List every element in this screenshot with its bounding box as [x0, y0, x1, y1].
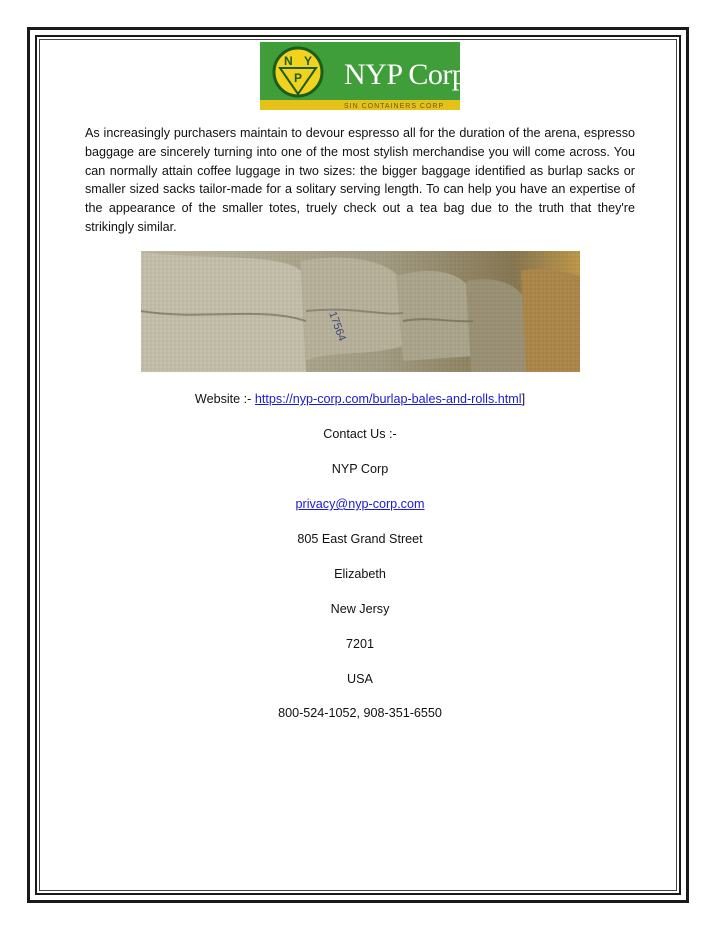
company-name: NYP Corp: [331, 462, 389, 476]
website-line: [0, 392, 720, 406]
street-address: 805 East Grand Street: [297, 532, 423, 546]
email-line: [0, 497, 720, 511]
website-link[interactable]: https://nyp-corp.com/burlap-bales-and-rolls.html: [254, 392, 522, 406]
phone-numbers: 800-524-1052, 908-351-6550: [278, 706, 442, 720]
email-link[interactable]: privacy@nyp-corp.com: [295, 497, 425, 511]
country: USA: [347, 672, 373, 686]
website-suffix: ]: [521, 392, 526, 406]
badge-letter-p: P: [294, 71, 303, 85]
website-label: Website :-: [194, 392, 255, 406]
logo-band-text: SIN CONTAINERS CORP: [344, 103, 445, 110]
state: New Jersy: [330, 602, 390, 616]
contact-heading: Contact Us :-: [323, 427, 397, 441]
nyp-logo: [260, 42, 474, 110]
burlap-sacks-photo: [141, 251, 580, 372]
city: Elizabeth: [334, 567, 386, 581]
logo-wordmark: NYP Corp.: [344, 58, 474, 91]
sack-stamp-number: 17564: [326, 309, 348, 343]
body-paragraph: As increasingly purchasers maintain to devour espresso all for the duration of the arena, espresso baggage are sincerely turning into one of the most stylish merchandise you will come across. You can normally attain coffee luggage in two sizes: the bigger baggage identified as burlap sacks or smaller sized sacks tailor-made for a solitary serving length. To can help you have an expertise of the appearance of the smaller totes, truely check out a tea bag due to the truth that they're strikingly similar.: [85, 126, 635, 234]
badge-letter-y: Y: [304, 54, 313, 68]
zip-code: 7201: [345, 637, 375, 651]
logo-band: [260, 100, 460, 110]
nyp-badge-icon: [272, 46, 324, 98]
badge-letter-n: N: [284, 54, 293, 68]
